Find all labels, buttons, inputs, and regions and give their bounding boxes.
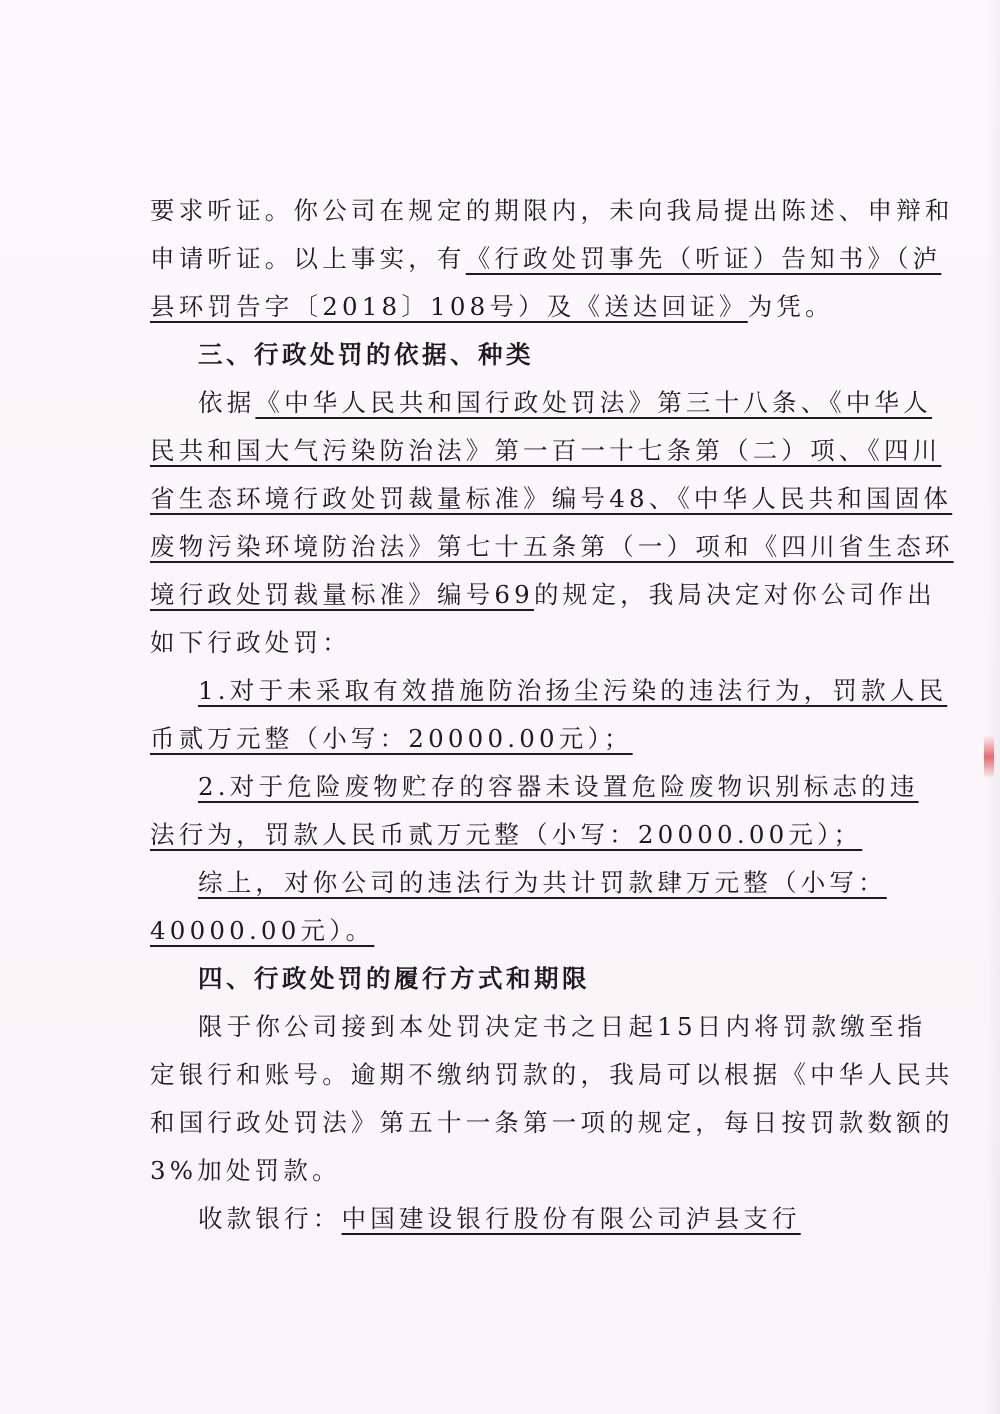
underlined-segment: 综上，对你公司的违法行为共计罚款肆万元整（小写： xyxy=(198,868,887,897)
seal-edge-mark xyxy=(984,735,994,779)
text-line-9 xyxy=(150,579,936,611)
text-line-21 xyxy=(150,1155,895,1187)
text-segment: 定银行和账号。逾期不缴纳罚款的，我局可以根据《中华人民共 xyxy=(150,1060,954,1089)
section-heading-4 xyxy=(198,963,895,995)
penalty-item-1-line-2 xyxy=(150,723,895,755)
text-line-19 xyxy=(150,1059,954,1091)
underlined-segment: 县环罚告字〔2018〕108号）及《送达回证》 xyxy=(150,292,748,321)
underlined-segment: 《行政处罚事先（听证）告知书》（泸 xyxy=(465,244,942,273)
heading-text: 四、行政处罚的履行方式和期限 xyxy=(198,964,590,993)
bank-label: 收款银行： xyxy=(198,1204,342,1233)
text-line-8 xyxy=(150,531,954,563)
text-line-2 xyxy=(150,243,942,275)
text-segment: 3%加处罚款。 xyxy=(150,1156,341,1185)
bank-line xyxy=(198,1203,895,1235)
text-line-6 xyxy=(150,435,942,467)
section-heading-3 xyxy=(198,339,895,371)
text-segment: 的规定，我局决定对你公司作出 xyxy=(533,580,936,609)
penalty-summary-line-1 xyxy=(198,867,895,899)
underlined-segment: 2.对于危险废物贮存的容器未设置危险废物识别标志的违 xyxy=(198,772,919,801)
text-segment: 依据 xyxy=(198,388,256,417)
text-line-10 xyxy=(150,627,895,659)
text-line-3 xyxy=(150,291,895,323)
scan-edge-shadow xyxy=(986,0,1000,1414)
underlined-segment: 民共和国大气污染防治法》第一百一十七条第（二）项、《四川 xyxy=(150,436,942,465)
text-segment: 要求听证。你公司在规定的期限内，未向我局提出陈述、申辩和 xyxy=(150,196,954,225)
text-line-1 xyxy=(150,195,954,227)
text-line-7 xyxy=(150,483,953,515)
penalty-item-1-line-1 xyxy=(198,675,948,707)
penalty-item-2-line-2 xyxy=(150,819,895,851)
heading-text: 三、行政处罚的依据、种类 xyxy=(198,340,534,369)
underlined-segment: 法行为，罚款人民币贰万元整（小写：20000.00元）； xyxy=(150,820,863,849)
underlined-segment: 币贰万元整（小写：20000.00元）； xyxy=(150,724,633,753)
underlined-segment: 境行政处罚裁量标准》编号69 xyxy=(150,580,534,609)
text-line-18 xyxy=(198,1011,927,1043)
underlined-segment: 40000.00元）。 xyxy=(150,916,375,945)
text-segment: 为凭。 xyxy=(747,292,834,321)
underlined-segment: 废物污染环境防治法》第七十五条第（一）项和《四川省生态环 xyxy=(150,532,954,561)
text-segment: 和国行政处罚法》第五十一条第一项的规定，每日按罚款数额的 xyxy=(150,1108,954,1137)
penalty-summary-line-2 xyxy=(150,915,895,947)
text-segment: 如下行政处罚： xyxy=(150,628,351,657)
text-segment: 申请听证。以上事实，有 xyxy=(150,244,466,273)
text-line-5 xyxy=(198,387,932,419)
underlined-segment: 《中华人民共和国行政处罚法》第三十八条、《中华人 xyxy=(255,388,932,417)
underlined-segment: 省生态环境行政处罚裁量标准》编号48、《中华人民共和国固体 xyxy=(150,484,953,513)
underlined-segment: 1.对于未采取有效措施防治扬尘污染的违法行为，罚款人民 xyxy=(198,676,948,705)
text-line-20 xyxy=(150,1107,954,1139)
text-segment: 限于你公司接到本处罚决定书之日起15日内将罚款缴至指 xyxy=(198,1012,927,1041)
bank-name: 中国建设银行股份有限公司泸县支行 xyxy=(341,1204,801,1233)
penalty-item-2-line-1 xyxy=(198,771,919,803)
